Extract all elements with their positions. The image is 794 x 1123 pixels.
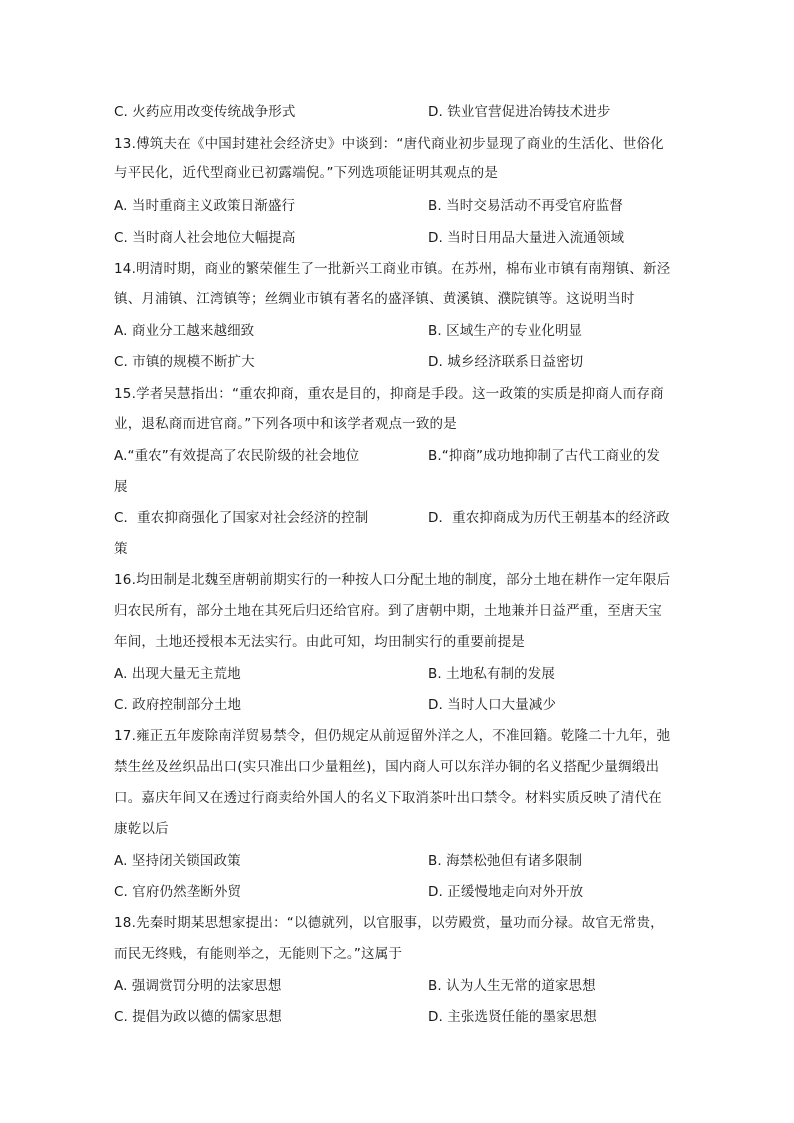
q15-stem-line1: 15.学者吴慧指出：“重农抑商，重农是目的，抑商是手段。这一政策的实质是抑商人而存商 xyxy=(114,386,664,402)
q18-stem-line2: 而民无终贱，有能则举之，无能则下之。”这属于 xyxy=(114,946,403,962)
q15-option-b-line1: B.“抑商”成功地抑制了古代工商业的发 xyxy=(428,448,660,464)
q17-stem-line1: 17.雍正五年废除南洋贸易禁令，但仍规定从前逗留外洋之人，不准回籍。乾隆二十九年，弛 xyxy=(114,728,671,744)
q16-option-c: C. 政府控制部分土地 xyxy=(114,697,242,713)
q17-option-d: D. 正缓慢地走向对外开放 xyxy=(428,884,584,900)
q12-option-c: C. 火药应用改变传统战争形式 xyxy=(114,104,296,120)
q13-option-a: A. 当时重商主义政策日渐盛行 xyxy=(114,198,296,214)
q14-option-d: D. 城乡经济联系日益密切 xyxy=(428,354,584,370)
q17-stem-line2: 禁生丝及丝织品出口(实只准出口少量粗丝)，国内商人可以东洋办铜的名义搭配少量绸缎出 xyxy=(114,759,660,775)
q16-option-d: D. 当时人口大量减少 xyxy=(428,697,557,713)
q15-option-d-line2: 策 xyxy=(114,541,128,557)
q18-option-d: D. 主张选贤任能的墨家思想 xyxy=(428,1009,597,1025)
q15-stem-line2: 业，退私商而进官商。”下列各项中和该学者观点一致的是 xyxy=(114,416,457,432)
q16-stem-line3: 年间，土地还授根本无法实行。由此可知，均田制实行的重要前提是 xyxy=(114,634,525,650)
q13-option-c: C. 当时商人社会地位大幅提高 xyxy=(114,230,296,246)
q18-option-b: B. 认为人生无常的道家思想 xyxy=(428,978,596,994)
q13-stem-line2: 与平民化，近代型商业已初露端倪。”下列选项能证明其观点的是 xyxy=(114,165,499,181)
q17-stem-line4: 康乾以后 xyxy=(114,821,169,837)
q15-option-a: A.“重农”有效提高了农民阶级的社会地位 xyxy=(114,448,360,464)
q12-option-d: D. 铁业官营促进冶铸技术进步 xyxy=(428,104,611,120)
q15-option-b-line2: 展 xyxy=(114,479,128,495)
q18-stem-line1: 18.先秦时期某思想家提出：“以德就列，以官服事，以劳殿赏，量功而分禄。故官无常贵， xyxy=(114,915,664,931)
q17-option-a: A. 坚持闭关锁国政策 xyxy=(114,853,241,869)
q17-option-b: B. 海禁松弛但有诸多限制 xyxy=(428,853,583,869)
q16-stem-line1: 16.均田制是北魏至唐朝前期实行的一种按人口分配土地的制度，部分土地在耕作一定年限后 xyxy=(114,572,671,588)
q18-option-a: A. 强调赏罚分明的法家思想 xyxy=(114,978,282,994)
q17-stem-line3: 口。嘉庆年间又在透过行商卖给外国人的名义下取消茶叶出口禁令。材料实质反映了清代在 xyxy=(114,790,662,806)
q14-option-c: C. 市镇的规模不断扩大 xyxy=(114,354,255,370)
q13-stem-line1: 13.傅筑夫在《中国封建社会经济史》中谈到：“唐代商业初步显现了商业的生活化、世俗化 xyxy=(114,136,664,152)
q17-option-c: C. 官府仍然垄断外贸 xyxy=(114,884,242,900)
q15-option-c: C．重农抑商强化了国家对社会经济的控制 xyxy=(114,510,369,526)
q13-option-d: D. 当时日用品大量进入流通领域 xyxy=(428,230,625,246)
q15-option-d-line1: D．重农抑商成为历代王朝基本的经济政 xyxy=(428,510,670,526)
q14-stem-line2: 镇、月浦镇、江湾镇等；丝绸业市镇有著名的盛泽镇、黄溪镇、濮院镇等。这说明当时 xyxy=(114,291,635,307)
q16-option-b: B. 土地私有制的发展 xyxy=(428,666,555,682)
q14-option-b: B. 区域生产的专业化明显 xyxy=(428,323,583,339)
q16-option-a: A. 出现大量无主荒地 xyxy=(114,666,241,682)
q14-stem-line1: 14.明清时期，商业的繁荣催生了一批新兴工商业市镇。在苏州，棉布业市镇有南翔镇、新泾 xyxy=(114,261,671,277)
q18-option-c: C. 提倡为政以德的儒家思想 xyxy=(114,1009,282,1025)
q14-option-a: A. 商业分工越来越细致 xyxy=(114,323,255,339)
q16-stem-line2: 归农民所有，部分土地在其死后归还给官府。到了唐朝中期，土地兼并日益严重，至唐天宝 xyxy=(114,603,662,619)
q13-option-b: B. 当时交易活动不再受官府监督 xyxy=(428,198,623,214)
